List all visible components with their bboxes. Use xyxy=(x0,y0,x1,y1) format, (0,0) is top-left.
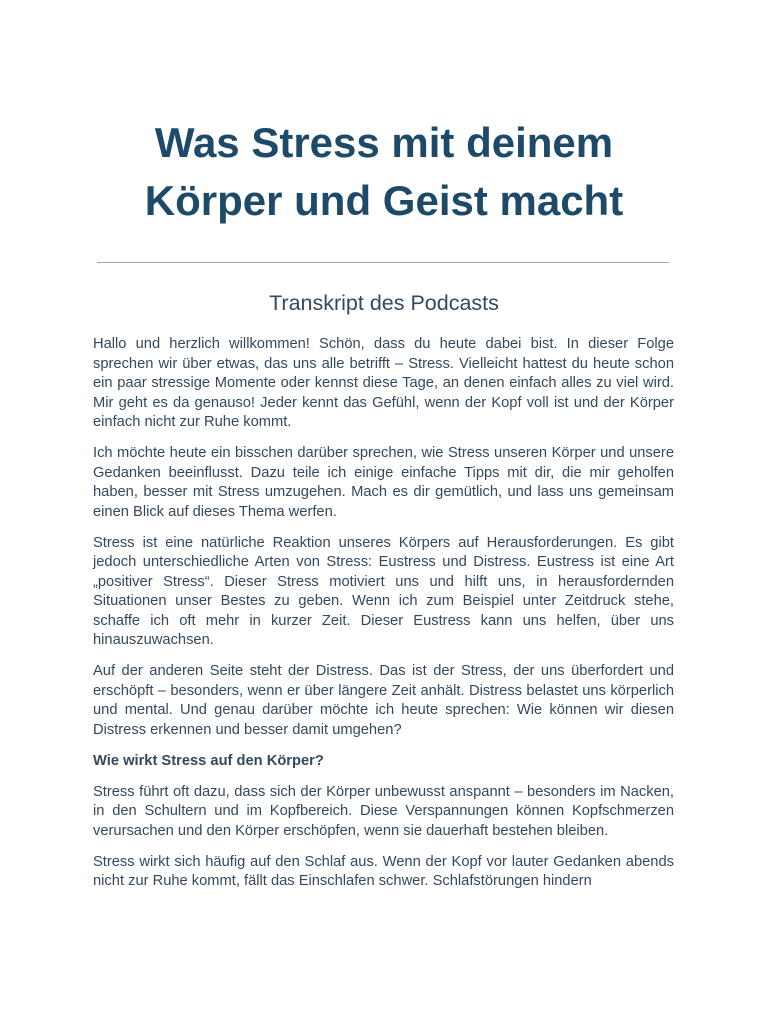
document-body xyxy=(93,335,674,903)
document-title xyxy=(60,114,708,230)
paragraph-3: Stress ist eine natürliche Reaktion unseres Körpers auf Herausforderungen. Es gibt jedoch unterschiedliche Arten von Stress: Eustress und Distress. Eustress ist eine Art „positiver Stress“. Dieser Stress motiviert uns und hilft uns, in herausfordernden Situationen unser Bestes zu geben. Wenn ich zum Beispiel unter Zeitdruck stehe, schaffe ich oft mehr in kurzer Zeit. Dieser Eustress kann uns helfen, über uns hinauszuwachsen. xyxy=(93,534,674,648)
section-paragraph-1: Stress führt oft dazu, dass sich der Körper unbewusst anspannt – besonders im Nacken, in den Schultern und im Kopfbereich. Diese Verspannungen können Kopfschmerzen verursachen und den Körper erschöpfen, wenn sie dauerhaft bestehen bleiben. xyxy=(93,783,674,839)
section-heading: Wie wirkt Stress auf den Körper? xyxy=(93,752,324,769)
paragraph-2: Ich möchte heute ein bisschen darüber sprechen, wie Stress unseren Körper und unsere Gedanken beeinflusst. Dazu teile ich einige einfache Tipps mit dir, die mir geholfen haben, besser mit Stress umzugehen. Mach es dir gemütlich, und lass uns gemeinsam einen Blick auf dieses Thema werfen. xyxy=(93,445,674,520)
title-line-2: Körper und Geist macht xyxy=(144,177,624,224)
document-subtitle: Transkript des Podcasts xyxy=(269,291,499,315)
paragraph-1: Hallo und herzlich willkommen! Schön, dass du heute dabei bist. In dieser Folge sprechen wir über etwas, das uns alle betrifft – Stress. Vielleicht hattest du heute schon ein paar stressige Momente oder kennst diese Tage, an denen einfach alles zu viel wird. Mir geht es da genauso! Jeder kennt das Gefühl, wenn der Kopf voll ist und der Körper einfach nicht zur Ruhe kommt. xyxy=(93,336,674,430)
section-paragraph-2: Stress wirkt sich häufig auf den Schlaf aus. Wenn der Kopf vor lauter Gedanken abends nicht zur Ruhe kommt, fällt das Einschlafen schwer. Schlafstörungen hindern xyxy=(93,853,674,889)
title-line-1: Was Stress mit deinem xyxy=(154,119,614,166)
title-divider xyxy=(97,262,669,263)
paragraph-4: Auf der anderen Seite steht der Distress. Das ist der Stress, der uns überfordert und erschöpft – besonders, wenn er über längere Zeit anhält. Distress belastet uns körperlich und mental. Und genau darüber möchte ich heute sprechen: Wie können wir diesen Distress erkennen und besser damit umgehen? xyxy=(93,663,674,738)
